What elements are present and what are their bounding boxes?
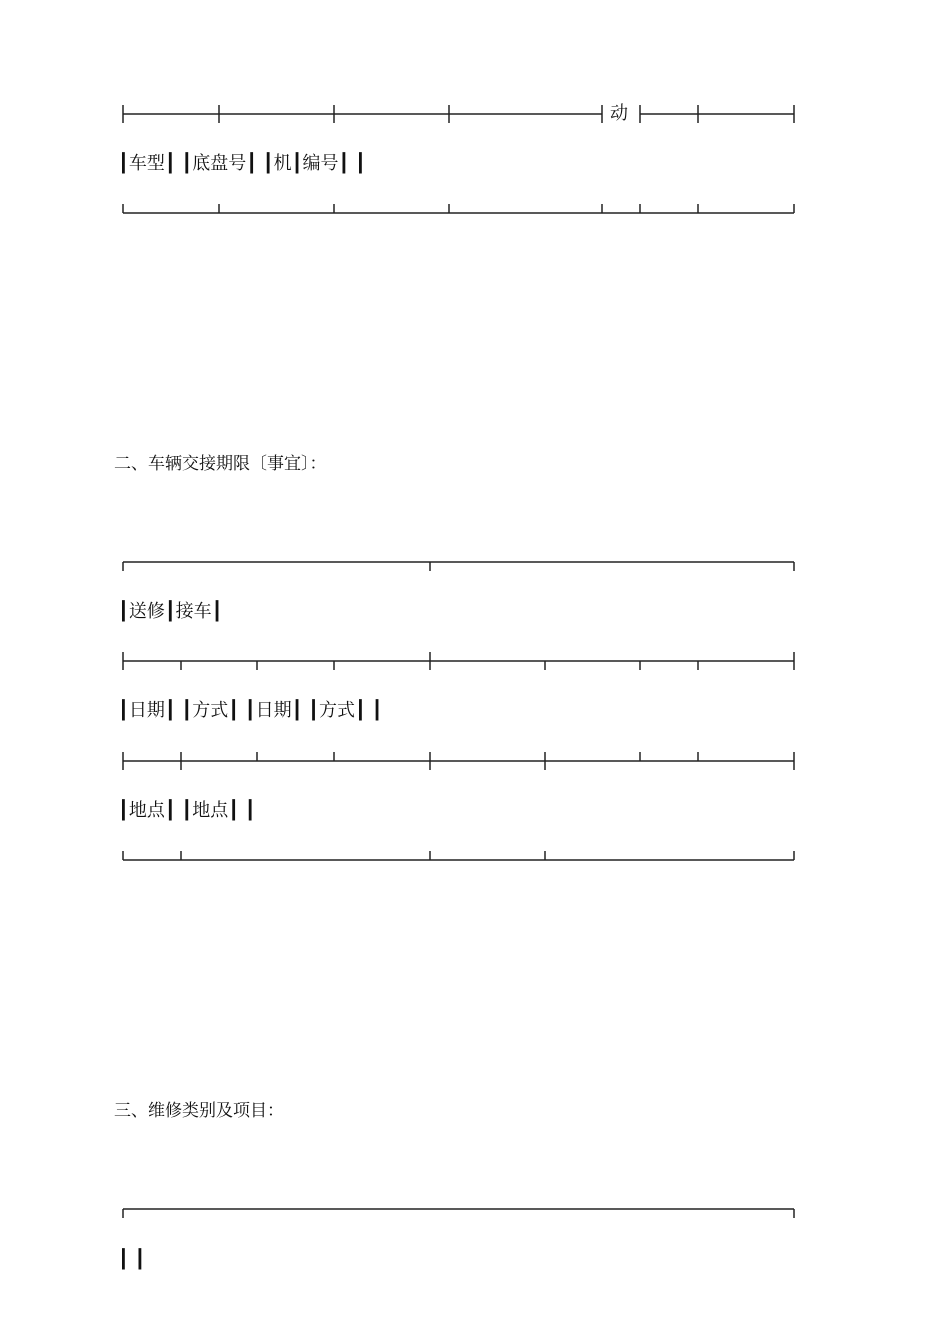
section3-heading: 三、维修类别及项目： xyxy=(114,1101,284,1121)
table1-bottom-border xyxy=(123,204,794,213)
table2-row-2: ┃日期┃ ┃方式┃ ┃日期┃ ┃方式┃ ┃ xyxy=(118,700,383,721)
table2-rule-3 xyxy=(123,752,794,770)
table1-border-label: 动 xyxy=(610,103,628,124)
table1-top-border xyxy=(123,105,794,123)
table2-row-1: ┃送修┃接车┃ xyxy=(118,601,223,622)
table2-bottom-border xyxy=(123,851,794,860)
table3-row-1: ┃ ┃ xyxy=(118,1249,146,1270)
section2-heading: 二、车辆交接期限〔事宜〕： xyxy=(114,454,327,474)
table2-top-border xyxy=(123,562,794,571)
table1-row-1: ┃车型┃ ┃底盘号┃ ┃机┃编号┃ ┃ xyxy=(118,153,366,174)
table2-row-3: ┃地点┃ ┃地点┃ ┃ xyxy=(118,800,256,821)
table3-top-border xyxy=(123,1209,794,1218)
table2-rule-2 xyxy=(123,652,794,670)
